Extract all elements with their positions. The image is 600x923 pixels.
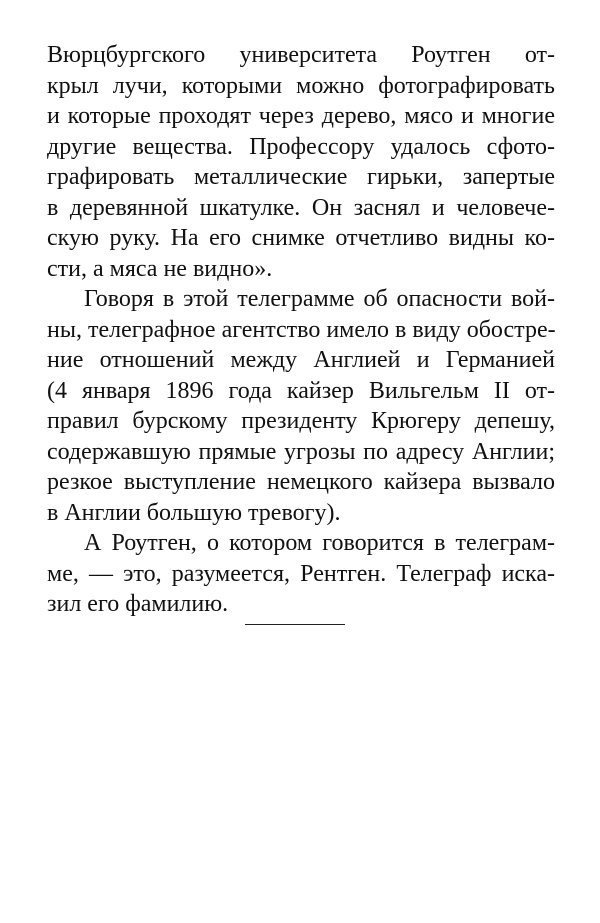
text-line: (4 января 1896 года кайзер Вильгельм II от- [47,377,555,404]
text-line: другие вещества. Профессору удалось сфото- [47,133,555,160]
text-line: А Роутген, о котором говорится в телеграм- [84,530,555,556]
text-line: в деревянной шкатулке. Он заснял и человече- [47,194,555,221]
paragraph-2 [47,284,555,528]
text-line: сти, а мяса не видно». [47,255,273,282]
text-line: Говоря в этой телеграмме об опасности вой- [84,286,555,312]
text-line: содержавшую прямые угрозы по адресу Англии; [47,438,555,465]
paragraph-1 [47,40,555,284]
paragraph-3 [47,528,555,620]
text-line: ме, — это, разумеется, Рентген. Телеграф иска- [47,560,555,587]
text-line: резкое выступление немецкого кайзера вызвало [47,469,555,495]
text-line: Вюрцбургского университета Роутген от- [47,42,555,68]
text-line: в Англии большую тревогу). [47,499,341,526]
text-line: скую руку. На его снимке отчетливо видны ко- [47,225,555,251]
text-line: графировать металлические гирьки, запертые [47,164,555,190]
text-line: крыл лучи, которыми можно фотографировать [47,72,555,99]
page-text [47,40,555,620]
text-line: ние отношений между Англией и Германией [47,347,555,373]
text-line: ны, телеграфное агентство имело в виду обостре- [47,316,556,343]
section-end-rule [245,624,345,625]
text-line: и которые проходят через дерево, мясо и многие [47,103,555,129]
text-line: правил бурскому президенту Крюгеру депешу, [47,408,555,434]
text-line: зил его фамилию. [47,591,229,617]
